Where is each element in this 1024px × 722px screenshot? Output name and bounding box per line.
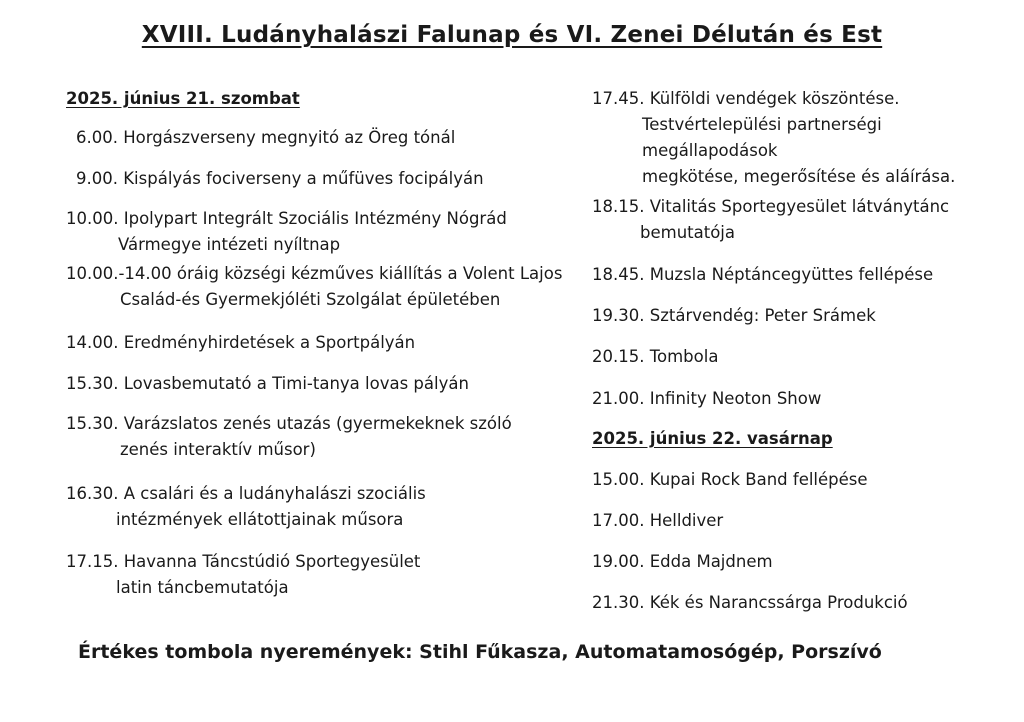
event-item bbox=[592, 386, 821, 412]
event-line: megkötése, megerősítése és aláírása. bbox=[642, 167, 956, 186]
event-line: 20.15. Tombola bbox=[592, 347, 719, 366]
raffle-prizes-note: Értékes tombola nyeremények: Stihl Fűkasza, Automatamosógép, Porszívó bbox=[78, 641, 882, 663]
event-item bbox=[592, 590, 908, 616]
event-item bbox=[592, 344, 718, 370]
day-heading-saturday: 2025. június 21. szombat bbox=[66, 89, 300, 108]
event-item bbox=[76, 125, 455, 151]
event-line: 10.00.-14.00 óráig községi kézműves kiállítás a Volent Lajos bbox=[66, 264, 563, 283]
event-line: 17.00. Helldiver bbox=[592, 511, 724, 530]
event-line: 17.15. Havanna Táncstúdió Sportegyesület bbox=[66, 552, 421, 571]
event-item bbox=[592, 508, 723, 534]
event-line: Vármegye intézeti nyíltnap bbox=[118, 235, 341, 254]
event-item bbox=[66, 261, 562, 313]
event-item bbox=[66, 549, 420, 601]
event-item bbox=[66, 371, 469, 397]
event-line: zenés interaktív műsor) bbox=[120, 440, 316, 459]
event-item bbox=[592, 262, 933, 288]
event-item bbox=[592, 549, 773, 575]
event-line: 15.00. Kupai Rock Band fellépése bbox=[592, 470, 868, 489]
event-item bbox=[66, 330, 415, 356]
event-item bbox=[592, 303, 876, 329]
event-item bbox=[66, 206, 507, 258]
event-line: Testvértelepülési partnerségi bbox=[642, 115, 882, 134]
event-item bbox=[66, 481, 426, 533]
event-line: bemutatója bbox=[640, 223, 735, 242]
event-line: 14.00. Eredményhirdetések a Sportpályán bbox=[66, 333, 416, 352]
page-title: XVIII. Ludányhalászi Falunap és VI. Zenei Délután és Est bbox=[141, 22, 883, 48]
event-line: intézmények ellátottjainak műsora bbox=[116, 510, 404, 529]
event-line: megállapodások bbox=[642, 141, 778, 160]
event-item bbox=[76, 166, 484, 192]
event-line: 19.00. Edda Majdnem bbox=[592, 552, 773, 571]
event-line: 16.30. A csalári és a ludányhalászi szociális bbox=[66, 484, 426, 503]
event-line: Család-és Gyermekjóléti Szolgálat épületében bbox=[120, 290, 501, 309]
event-line: latin táncbemutatója bbox=[116, 578, 289, 597]
event-line: 18.45. Muzsla Néptáncegyüttes fellépése bbox=[592, 265, 934, 284]
event-line: 19.30. Sztárvendég: Peter Srámek bbox=[592, 306, 876, 325]
event-line: 21.30. Kék és Narancssárga Produkció bbox=[592, 593, 908, 612]
event-line: 21.00. Infinity Neoton Show bbox=[592, 389, 822, 408]
event-line: 6.00. Horgászverseny megnyitó az Öreg tónál bbox=[76, 128, 456, 147]
event-item bbox=[592, 86, 955, 190]
event-item bbox=[592, 194, 949, 246]
event-line: 17.45. Külföldi vendégek köszöntése. bbox=[592, 89, 900, 108]
event-line: 10.00. Ipolypart Integrált Szociális Intézmény Nógrád bbox=[66, 209, 507, 228]
event-line: 9.00. Kispályás fociverseny a műfüves focipályán bbox=[76, 169, 484, 188]
event-line: 18.15. Vitalitás Sportegyesület látványtánc bbox=[592, 197, 950, 216]
event-line: 15.30. Lovasbemutató a Timi-tanya lovas pályán bbox=[66, 374, 469, 393]
day-heading-sunday: 2025. június 22. vasárnap bbox=[592, 429, 833, 448]
event-line: 15.30. Varázslatos zenés utazás (gyermekeknek szóló bbox=[66, 414, 512, 433]
event-item bbox=[66, 411, 512, 463]
event-item bbox=[592, 467, 868, 493]
